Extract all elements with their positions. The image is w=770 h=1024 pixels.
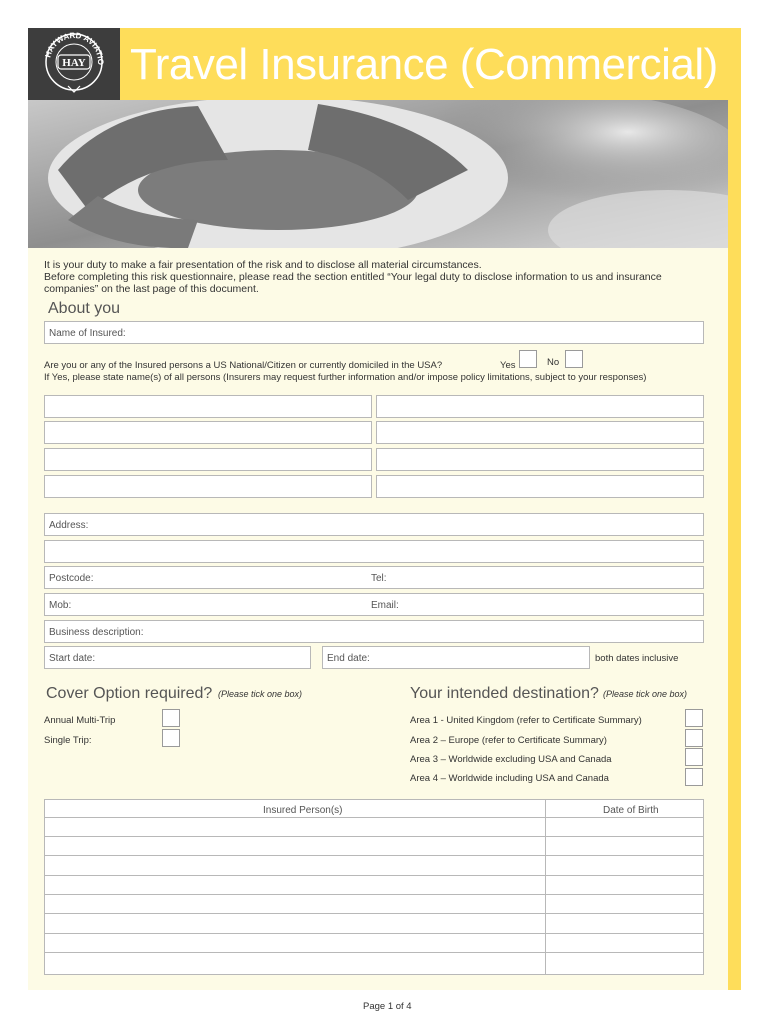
svg-text:HAY: HAY: [62, 57, 86, 69]
us-person-field[interactable]: [44, 395, 372, 418]
svg-text:HAYWARD AVIATION: HAYWARD AVIATIO: [43, 30, 106, 65]
annual-multi-trip-checkbox[interactable]: [162, 709, 180, 727]
insured-persons-table: [44, 799, 704, 975]
end-date-label: End date:: [327, 653, 370, 664]
table-row[interactable]: [45, 933, 703, 934]
date-of-birth-header: Date of Birth: [603, 805, 659, 816]
no-label: No: [547, 357, 560, 368]
area-3-checkbox[interactable]: [685, 748, 703, 766]
area-4-checkbox[interactable]: [685, 768, 703, 786]
yes-checkbox[interactable]: [519, 350, 537, 368]
name-of-insured-label: Name of Insured:: [49, 328, 126, 339]
address-field[interactable]: [44, 513, 704, 536]
us-person-field[interactable]: [44, 421, 372, 444]
name-of-insured-field[interactable]: [44, 321, 704, 344]
area-4-label: Area 4 – Worldwide including USA and Canada: [410, 773, 609, 784]
table-row[interactable]: [45, 894, 703, 895]
us-names-instruction: If Yes, please state name(s) of all persons (Insurers may request further information and/or impose policy limitations, subject to your responses): [44, 372, 647, 383]
destination-heading: Your intended destination?: [410, 685, 599, 702]
tel-label: Tel:: [371, 573, 387, 584]
postcode-tel-row[interactable]: [44, 566, 704, 589]
single-trip-checkbox[interactable]: [162, 729, 180, 747]
table-row[interactable]: [45, 913, 703, 914]
logo-panel: [28, 28, 120, 100]
table-column-divider: [545, 800, 546, 974]
us-person-field[interactable]: [376, 448, 704, 471]
intro-line-3: companies” on the last page of this document.: [44, 283, 259, 295]
address-label: Address:: [49, 520, 89, 531]
us-person-field[interactable]: [376, 475, 704, 498]
email-label: Email:: [371, 600, 399, 611]
intro-line-2: Before completing this risk questionnaire, please read the section entitled “Your legal duty to disclose information to us and insurance: [44, 271, 662, 283]
business-description-field[interactable]: [44, 620, 704, 643]
area-2-checkbox[interactable]: [685, 729, 703, 747]
table-row[interactable]: [45, 836, 703, 837]
us-person-field[interactable]: [44, 448, 372, 471]
area-1-label: Area 1 - United Kingdom (refer to Certificate Summary): [410, 715, 642, 726]
destination-tick-note: (Please tick one box): [603, 689, 688, 699]
lifebuoy-hero-image: [28, 100, 728, 248]
table-row[interactable]: [45, 855, 703, 856]
cover-option-heading: Cover Option required?: [46, 685, 213, 702]
table-row[interactable]: [45, 952, 703, 953]
yellow-margin: [728, 28, 741, 990]
mob-label: Mob:: [49, 600, 72, 611]
start-date-label: Start date:: [49, 653, 96, 664]
mob-email-row[interactable]: [44, 593, 704, 616]
dates-note: both dates inclusive: [595, 653, 679, 664]
postcode-label: Postcode:: [49, 573, 94, 584]
page-title: Travel Insurance (Commercial): [130, 40, 718, 89]
intro-line-1: It is your duty to make a fair presentation of the risk and to disclose all material circumstances.: [44, 259, 482, 271]
business-description-label: Business description:: [49, 627, 144, 638]
annual-multi-trip-label: Annual Multi-Trip: [44, 715, 116, 726]
address-line-2-field[interactable]: [44, 540, 704, 563]
us-question: Are you or any of the Insured persons a US National/Citizen or currently domiciled in the USA?: [44, 360, 443, 371]
area-1-checkbox[interactable]: [685, 709, 703, 727]
us-person-field[interactable]: [376, 421, 704, 444]
single-trip-label: Single Trip:: [44, 735, 92, 746]
us-person-field[interactable]: [44, 475, 372, 498]
start-date-field[interactable]: [44, 646, 311, 669]
page-number: Page 1 of 4: [363, 1001, 412, 1012]
area-2-label: Area 2 – Europe (refer to Certificate Summary): [410, 735, 607, 746]
end-date-field[interactable]: [322, 646, 590, 669]
hayward-aviation-logo: [28, 28, 120, 100]
no-checkbox[interactable]: [565, 350, 583, 368]
table-row[interactable]: [45, 817, 703, 818]
table-row[interactable]: [45, 875, 703, 876]
insured-persons-header: Insured Person(s): [263, 805, 343, 816]
about-heading: About you: [48, 300, 121, 317]
us-person-field[interactable]: [376, 395, 704, 418]
yes-label: Yes: [500, 360, 516, 371]
cover-tick-note: (Please tick one box): [218, 689, 303, 699]
area-3-label: Area 3 – Worldwide excluding USA and Canada: [410, 754, 612, 765]
